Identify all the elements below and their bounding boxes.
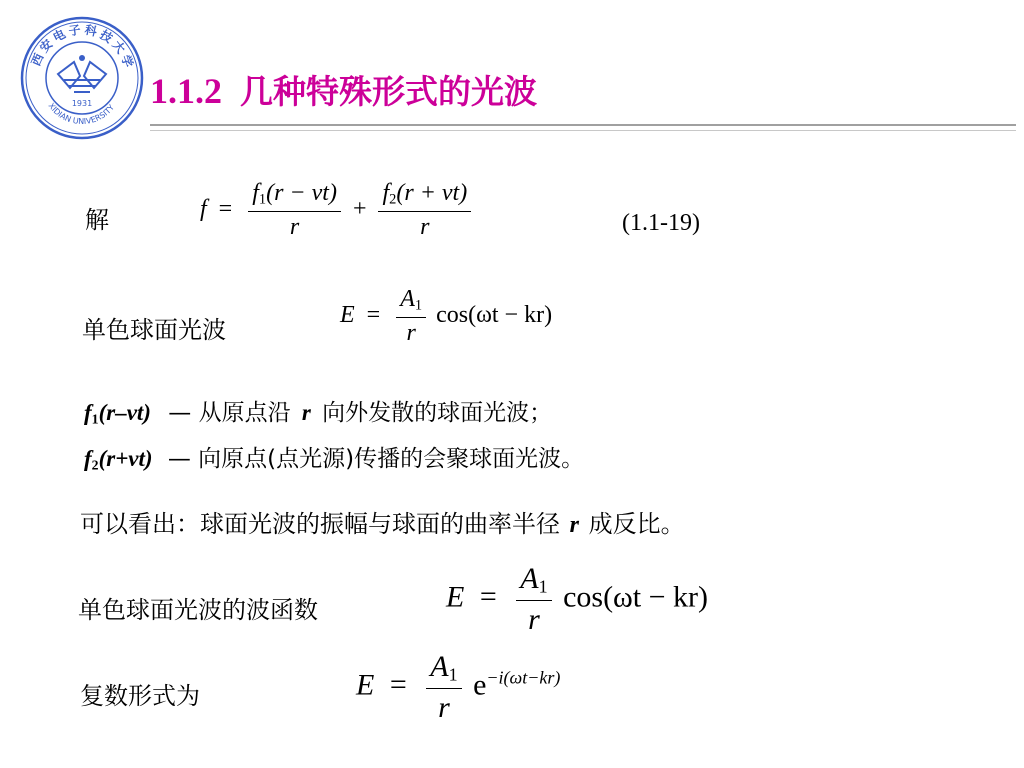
eq1-frac1-numerator: $f_1(r - vt)$ <box>252 180 337 208</box>
eq1-frac1-denominator: r <box>289 214 300 241</box>
eq3-numerator: $A_1$ <box>520 562 548 597</box>
eq4-exponent: −i(ωt−kr) <box>486 667 561 688</box>
eq1-lhs: f <box>200 196 207 223</box>
eq2-fraction <box>396 286 426 347</box>
eq2-lhs: E <box>340 302 355 329</box>
wavefunction-label: 单色球面光波的波函数 <box>78 596 318 624</box>
f1-variable: r <box>301 400 311 425</box>
solution-label: 解 <box>85 206 109 234</box>
eq1-frac2-numerator: $f_2(r + vt)$ <box>382 180 468 208</box>
equation-4 <box>356 650 560 725</box>
f1-text-pre: — 从原点沿 <box>168 400 291 426</box>
seal-year: 1931 <box>71 99 93 108</box>
page-title <box>150 66 537 113</box>
spherical-wave-label: 单色球面光波 <box>82 316 226 344</box>
eq1-fraction-1 <box>248 180 341 241</box>
eq3-fraction <box>516 562 551 637</box>
observation-pre: 可以看出：球面光波的振幅与球面的曲率半径 <box>80 510 560 538</box>
observation-post: 成反比。 <box>588 510 685 538</box>
eq1-plus: + <box>352 196 367 223</box>
eq2-denominator: r <box>406 320 416 347</box>
eq4-base: e <box>473 668 487 702</box>
eq2-numerator: $A_1$ <box>400 286 423 314</box>
f2-expression: $f_2(r+vt)$ <box>84 446 153 473</box>
university-seal-icon <box>18 14 146 142</box>
eq3-lhs: E <box>446 580 465 614</box>
eq2-function: cos(ωt − kr) <box>436 302 553 329</box>
eq1-fraction-2 <box>378 180 471 241</box>
eq3-function: cos(ωt − kr) <box>563 580 709 614</box>
complex-form-label: 复数形式为 <box>80 682 200 710</box>
eq4-lhs: E <box>356 668 375 702</box>
observation-variable: r <box>569 512 579 538</box>
equation-1-number: (1.1-19) <box>622 210 700 236</box>
f2-description <box>84 440 584 473</box>
eq4-denominator: r <box>438 691 450 724</box>
svg-text:西安电子科技大学 <box>28 21 138 72</box>
equation-3 <box>446 562 708 637</box>
eq1-equals: = <box>218 196 233 223</box>
eq4-equals: = <box>389 668 407 702</box>
seal-english-text: XIDIAN UNIVERSITY <box>46 101 117 127</box>
eq3-equals: = <box>479 580 497 614</box>
eq4-numerator: $A_1$ <box>430 650 458 685</box>
observation-text <box>80 504 685 539</box>
title-divider-thin <box>150 130 1016 131</box>
seal-ring-text: 西安电子科技大学 <box>28 22 137 72</box>
eq1-frac2-denominator: r <box>420 214 430 241</box>
eq4-fraction <box>426 650 461 725</box>
title-text: 几种特殊形式的光波 <box>240 72 537 111</box>
title-divider <box>150 124 1016 126</box>
equation-1 <box>200 180 475 241</box>
f1-expression: $f_1(r-vt)$ <box>84 400 151 427</box>
title-number: 1.1.2 <box>150 71 222 111</box>
f1-text-post: 向外发散的球面光波； <box>322 400 553 426</box>
f2-text: — 向原点(点光源)传播的会聚球面光波。 <box>167 446 585 472</box>
eq3-denominator: r <box>528 603 540 636</box>
f1-description <box>84 394 552 427</box>
equation-2 <box>340 286 552 347</box>
eq2-equals: = <box>366 302 381 329</box>
